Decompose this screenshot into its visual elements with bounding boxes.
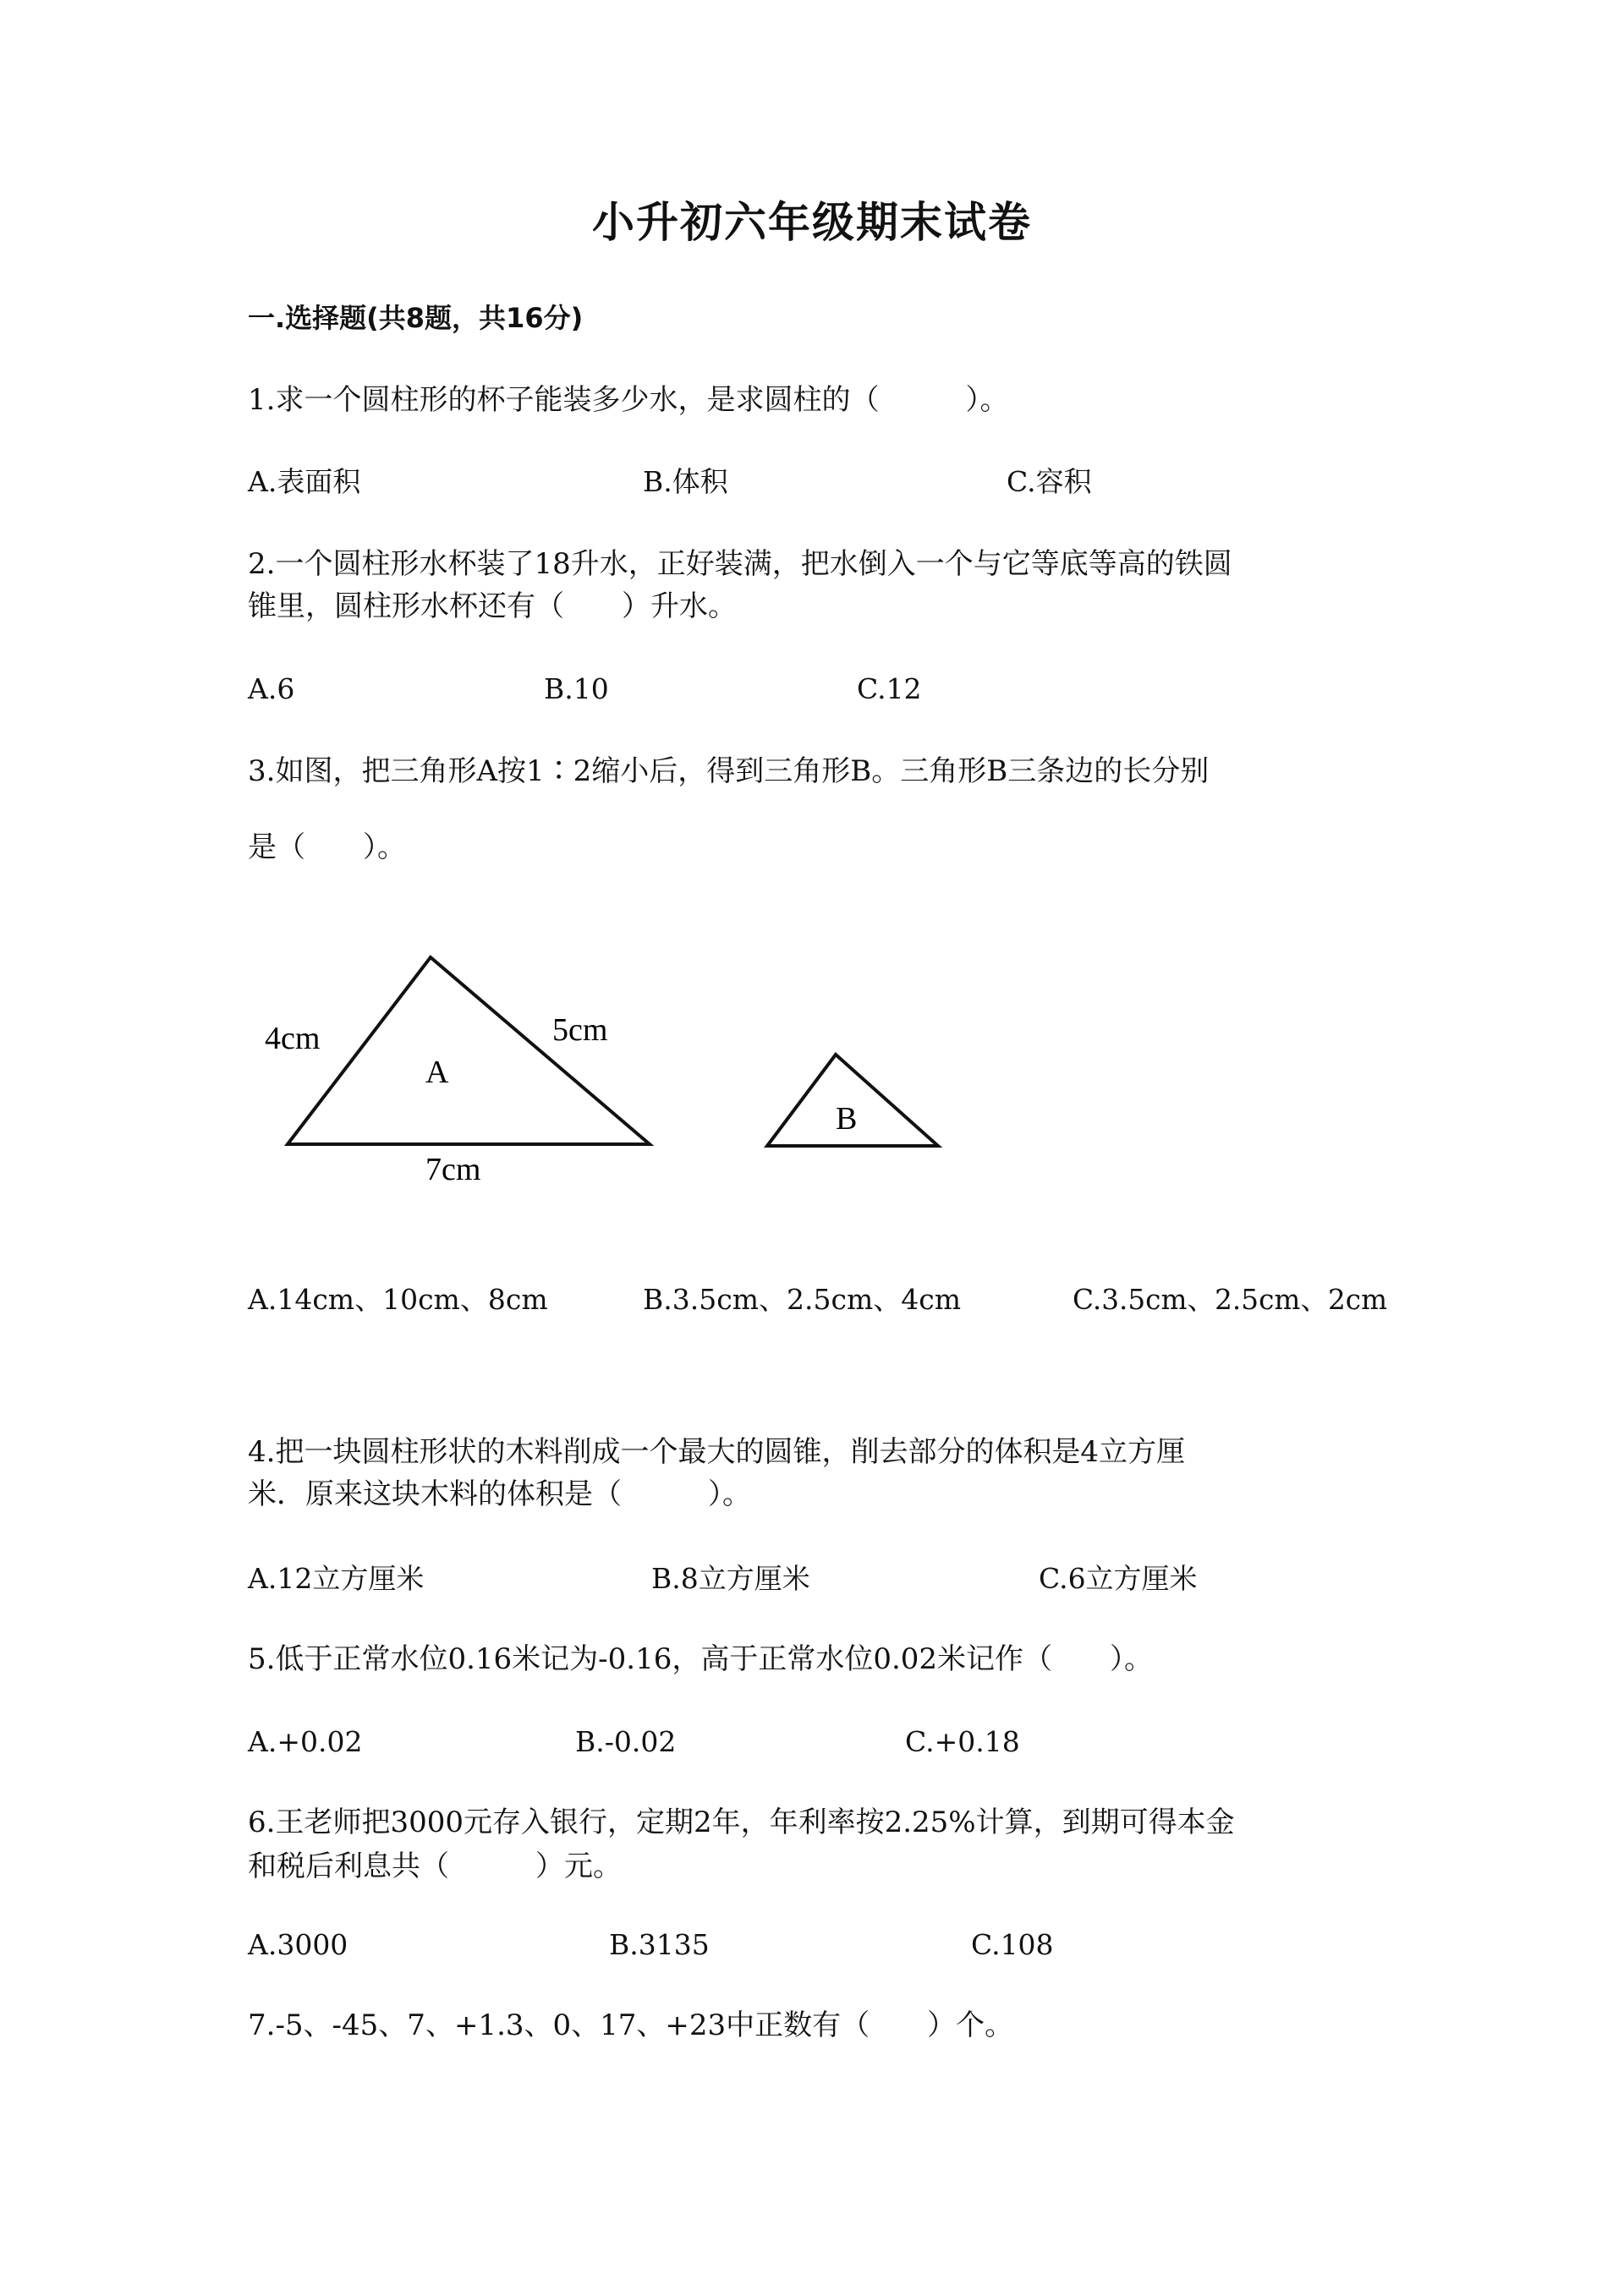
question-3-text-line-1: 3.如图，把三角形A按1∶2缩小后，得到三角形B。三角形B三条边的长分别 — [248, 754, 1210, 788]
question-1-option-a: A.表面积 — [248, 465, 361, 498]
label-triangle-a: A — [425, 1055, 449, 1090]
triangle-a — [288, 957, 650, 1144]
triangle-figure — [248, 939, 992, 1218]
question-4-text-line-2: 米．原来这块木料的体积是（ ）。 — [248, 1477, 751, 1511]
question-6-option-c: C.108 — [971, 1928, 1054, 1961]
question-2-option-b: B.10 — [544, 672, 609, 705]
question-3-text-line-2: 是（ ）。 — [248, 830, 406, 864]
question-6-option-a: A.3000 — [248, 1928, 348, 1961]
question-4-option-c: C.6立方厘米 — [1039, 1562, 1198, 1595]
question-5-option-b: B.-0.02 — [575, 1725, 677, 1758]
question-6-text-line-1: 6.王老师把3000元存入银行，定期2年，年利率按2.25%计算，到期可得本金 — [248, 1806, 1235, 1839]
question-1-text: 1.求一个圆柱形的杯子能装多少水，是求圆柱的（ ）。 — [248, 383, 1009, 417]
question-2-text-line-1: 2.一个圆柱形水杯装了18升水，正好装满，把水倒入一个与它等底等高的铁圆 — [248, 547, 1232, 581]
question-3-option-b: B.3.5cm、2.5cm、4cm — [643, 1283, 962, 1316]
question-2-option-c: C.12 — [857, 672, 922, 705]
question-1-option-c: C.容积 — [1007, 465, 1092, 498]
question-2-text-line-2: 锥里，圆柱形水杯还有（ ）升水。 — [248, 589, 737, 623]
question-5-text: 5.低于正常水位0.16米记为-0.16，高于正常水位0.02米记作（ ）。 — [248, 1642, 1154, 1676]
question-6-option-b: B.3135 — [609, 1928, 710, 1961]
question-3-option-a: A.14cm、10cm、8cm — [248, 1283, 548, 1316]
label-side-7cm: 7cm — [425, 1152, 481, 1187]
label-triangle-b: B — [836, 1101, 858, 1137]
question-6-text-line-2: 和税后利息共（ ）元。 — [248, 1849, 622, 1883]
question-3-option-c: C.3.5cm、2.5cm、2cm — [1073, 1283, 1388, 1316]
question-4-text-line-1: 4.把一块圆柱形状的木料削成一个最大的圆锥，削去部分的体积是4立方厘 — [248, 1435, 1186, 1469]
page-title: 小升初六年级期末试卷 — [592, 198, 1032, 247]
label-side-4cm: 4cm — [265, 1021, 321, 1056]
label-side-5cm: 5cm — [552, 1012, 608, 1048]
section-heading: 一.选择题(共8题，共16分) — [248, 302, 584, 334]
question-4-option-a: A.12立方厘米 — [248, 1562, 425, 1595]
question-1-option-b: B.体积 — [643, 465, 728, 498]
question-5-option-c: C.+0.18 — [905, 1725, 1020, 1758]
question-7-text: 7.-5、-45、7、+1.3、0、17、+23中正数有（ ）个。 — [248, 2008, 1014, 2042]
question-5-option-a: A.+0.02 — [248, 1725, 363, 1758]
question-2-option-a: A.6 — [248, 672, 295, 705]
question-4-option-b: B.8立方厘米 — [651, 1562, 810, 1595]
